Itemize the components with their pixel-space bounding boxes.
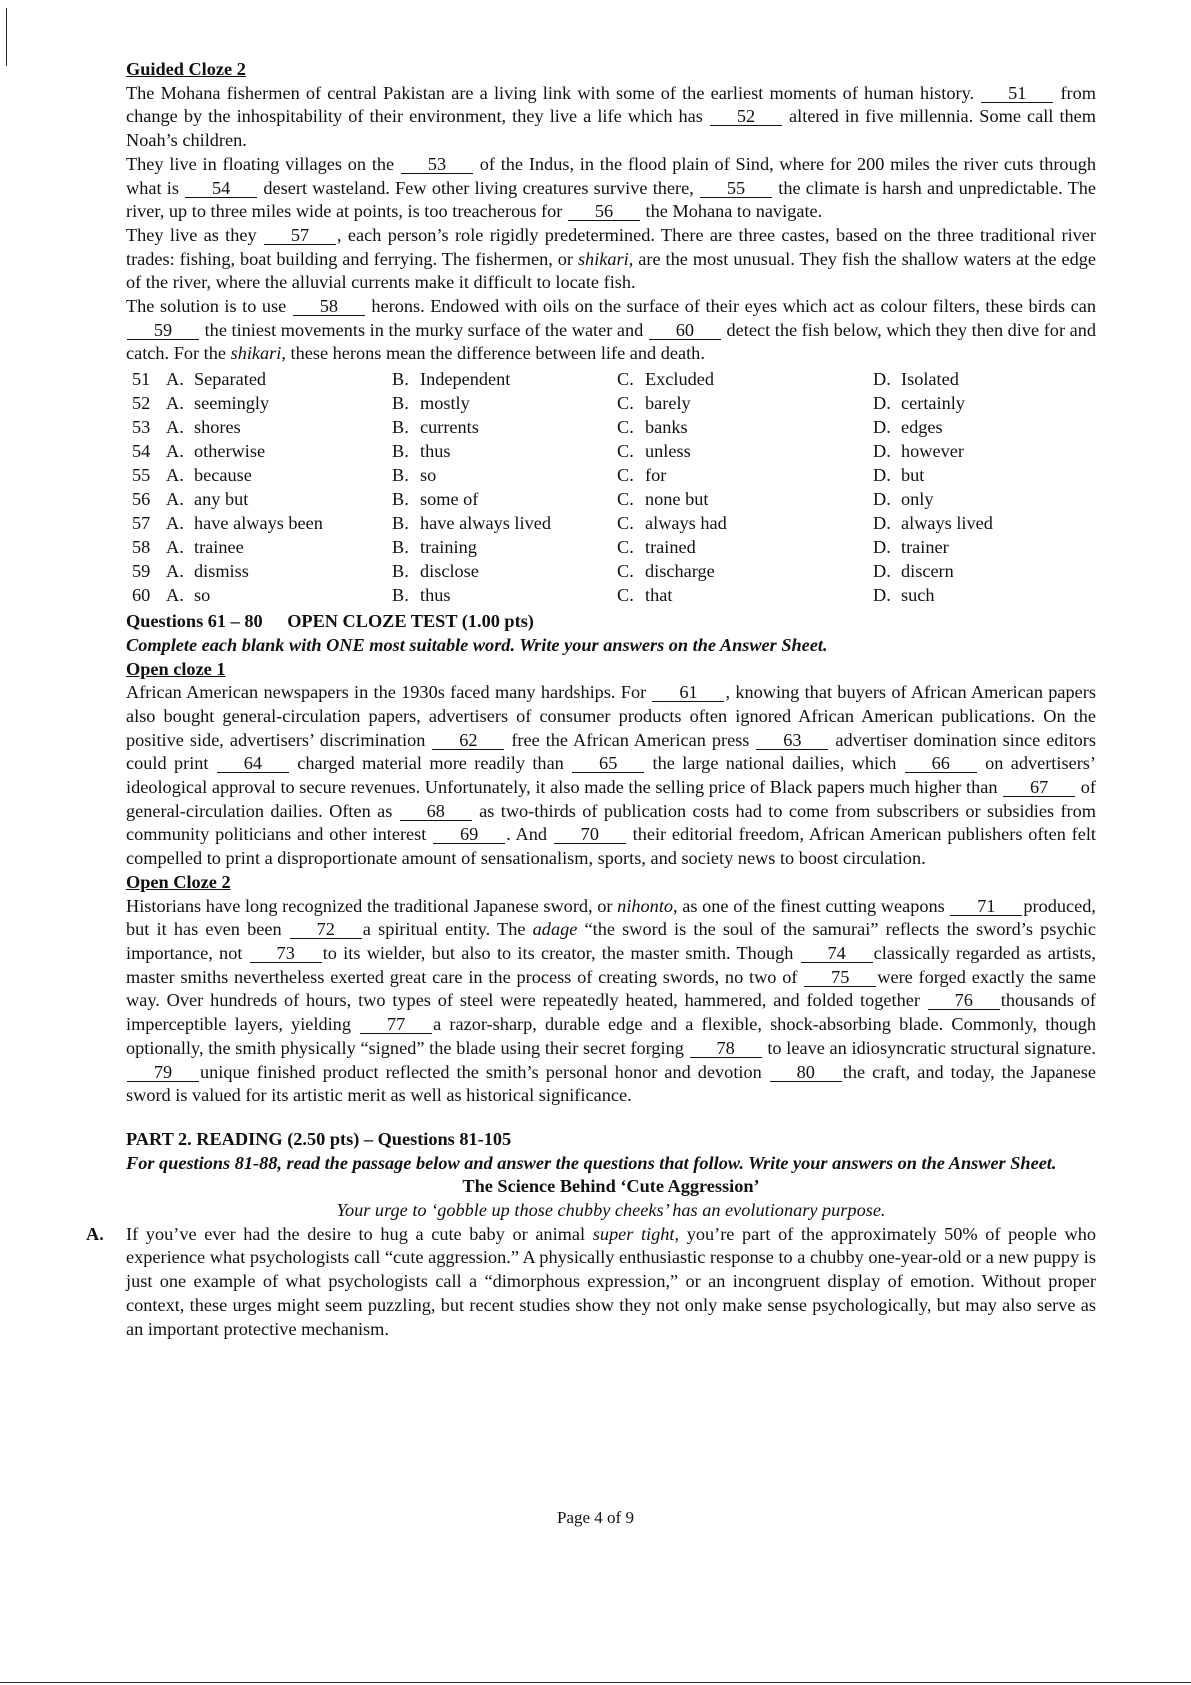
text: desert wasteland. Few other living creatures survive there, (263, 177, 694, 198)
option-letter: A. (166, 465, 184, 486)
question-number: 58 (132, 537, 151, 558)
text: produced, but it has even been (126, 895, 1096, 940)
option-c: none but (645, 489, 709, 510)
text: They live as they (126, 224, 257, 245)
open-cloze-2-paragraph (126, 895, 1096, 1108)
question-number: 54 (132, 441, 151, 462)
option-b: some of (420, 489, 479, 510)
option-d: but (901, 465, 925, 486)
option-a: shores (194, 417, 241, 438)
option-c: unless (645, 441, 691, 462)
blank-76: 76 (928, 992, 1000, 1010)
option-b: thus (420, 441, 451, 462)
guided-cloze-2-paragraph-4 (126, 295, 1096, 366)
blank-77: 77 (360, 1016, 432, 1034)
option-row-58 (132, 536, 993, 560)
article-subtitle: Your urge to ‘gobble up those chubby cheeks’ has an evolutionary purpose. (336, 1200, 886, 1221)
open-cloze-1-paragraph (126, 681, 1096, 871)
section-title: OPEN CLOZE TEST (1.00 pts) (287, 611, 534, 632)
option-row-53 (132, 416, 993, 440)
option-d: such (901, 585, 935, 606)
option-letter: D. (873, 585, 891, 606)
text: advertiser domination since editors could print (126, 729, 1096, 774)
option-letter: A. (166, 441, 184, 462)
text: on advertisers’ ideological approval to secure revenues. Unfortunately, it also made the selling price of Black papers much higher than (126, 753, 1096, 798)
option-d: only (901, 489, 934, 510)
blank-70: 70 (554, 826, 626, 844)
option-letter: C. (617, 417, 634, 438)
guided-cloze-2-paragraph-2 (126, 153, 1096, 224)
text: altered in five millennia. Some call them Noah’s children. (126, 106, 1097, 151)
text: The solution is to use (126, 296, 287, 317)
text: a spiritual entity. The (362, 919, 526, 940)
text: of general-circulation dailies. Often as (126, 777, 1096, 821)
open-cloze-section-header (126, 610, 1096, 634)
option-d: certainly (901, 393, 965, 414)
option-letter: D. (873, 465, 891, 486)
option-letter: D. (873, 513, 891, 534)
blank-80: 80 (770, 1064, 842, 1082)
option-c: for (645, 465, 667, 486)
option-letter: B. (392, 513, 409, 534)
question-number: 60 (132, 585, 151, 606)
option-a: dismiss (194, 561, 249, 582)
question-number: 57 (132, 513, 151, 534)
option-letter: B. (392, 393, 409, 414)
page-bottom-edge (0, 1682, 1191, 1683)
option-b: currents (420, 417, 479, 438)
option-letter: A. (166, 585, 184, 606)
option-a: seemingly (194, 393, 270, 414)
option-letter: D. (873, 537, 891, 558)
option-a: any but (194, 489, 249, 510)
option-letter: A. (166, 417, 184, 438)
text: , knowing that buyers of African American papers also bought general-circulation papers, advertisers of consumer products often ignored African American publications. On the positive side, advertisers’ discrimination (126, 682, 1096, 750)
text: as two-thirds of publication costs had to come from subscribers or subsidies from community politicians and other interest (126, 800, 1096, 845)
option-b: training (420, 537, 477, 558)
option-letter: B. (392, 369, 409, 390)
blank-56: 56 (568, 203, 640, 221)
option-row-59 (132, 560, 993, 584)
text: their editorial freedom, African American publishers often felt compelled to print a disproportionate amount of sensationalism, sports, and society news to boost circulation. (126, 824, 1096, 869)
italic-term: shikari (230, 343, 282, 364)
paragraph-a (86, 1223, 1096, 1342)
blank-57: 57 (264, 227, 336, 245)
italic-term: nihonto (617, 895, 674, 916)
option-c: banks (645, 417, 688, 438)
option-b: so (420, 465, 437, 486)
text: The Mohana fishermen of central Pakistan are a living link with some of the earliest moments of human history. (126, 82, 975, 103)
option-row-56 (132, 488, 993, 512)
question-number: 53 (132, 417, 151, 438)
guided-cloze-2-paragraph-1 (126, 82, 1096, 153)
guided-cloze-2-paragraph-3 (126, 224, 1096, 295)
text: from change by the inhospitability of their environment, they live a life which has (126, 82, 1096, 127)
part-2-instruction: For questions 81-88, read the passage below and answer the questions that follow. Write your answers on the Answer Sheet. (126, 1152, 1057, 1173)
text: They live in floating villages on the (126, 153, 395, 174)
text: unique finished product reflected the smith’s personal honor and devotion (200, 1061, 762, 1082)
text: , these herons mean the difference between life and death. (281, 343, 705, 364)
blank-62: 62 (432, 732, 504, 750)
blank-53: 53 (401, 156, 473, 174)
blank-67: 67 (1003, 779, 1075, 797)
paragraph-label: A. (86, 1223, 104, 1244)
question-number: 55 (132, 465, 151, 486)
option-letter: A. (166, 393, 184, 414)
blank-60: 60 (649, 322, 721, 340)
option-letter: C. (617, 441, 634, 462)
italic-term: shikari (577, 248, 629, 269)
option-letter: C. (617, 489, 634, 510)
blank-73: 73 (250, 945, 322, 963)
option-letter: B. (392, 561, 409, 582)
text: charged material more readily than (297, 753, 564, 774)
blank-74: 74 (801, 945, 873, 963)
option-row-55 (132, 464, 993, 488)
blank-63: 63 (756, 732, 828, 750)
option-d: discern (901, 561, 954, 582)
guided-cloze-2-heading: Guided Cloze 2 (126, 59, 246, 79)
blank-51: 51 (981, 85, 1053, 103)
option-letter: B. (392, 417, 409, 438)
text: the climate is harsh and unpredictable. The river, up to three miles wide at points, is too treacherous for (126, 177, 1096, 222)
option-letter: B. (392, 489, 409, 510)
option-b: thus (420, 585, 451, 606)
text: the tiniest movements in the murky surface of the water and (204, 319, 644, 340)
option-letter: A. (166, 513, 184, 534)
option-letter: D. (873, 441, 891, 462)
question-number: 59 (132, 561, 151, 582)
option-row-57 (132, 512, 993, 536)
blank-55: 55 (700, 180, 772, 198)
option-letter: B. (392, 537, 409, 558)
question-number: 51 (132, 369, 151, 390)
blank-65: 65 (572, 755, 644, 773)
blank-66: 66 (905, 755, 977, 773)
question-number: 52 (132, 393, 151, 414)
text: the craft, and today, the Japanese sword is valued for its artistic merit as well as historical significance. (126, 1061, 1096, 1106)
option-b: have always lived (420, 513, 551, 534)
option-d: edges (901, 417, 943, 438)
page-content (86, 58, 1097, 1341)
option-a: Separated (194, 369, 267, 390)
text: a razor-sharp, durable edge and a flexible, shock-absorbing blade. Commonly, though optionally, the smith physically “signed” the blade using their secret forging (126, 1014, 1096, 1058)
option-letter: C. (617, 369, 634, 390)
blank-54: 54 (185, 180, 257, 198)
option-letter: D. (873, 489, 891, 510)
option-c: always had (645, 513, 727, 534)
italic-term: adage (532, 919, 578, 940)
option-letter: C. (617, 585, 634, 606)
option-b: disclose (420, 561, 479, 582)
open-cloze-1-heading: Open cloze 1 (126, 658, 226, 679)
option-c: trained (645, 537, 696, 558)
blank-75: 75 (804, 969, 876, 987)
article-title: The Science Behind ‘Cute Aggression’ (462, 1176, 760, 1197)
option-d: Isolated (901, 369, 959, 390)
option-c: that (645, 585, 673, 606)
blank-78: 78 (690, 1040, 762, 1058)
text: free the African American press (511, 729, 750, 750)
option-letter: C. (617, 393, 634, 414)
text: If you’ve ever had the desire to hug a cute baby or animal (126, 1223, 586, 1244)
text: detect the fish below, which they then dive for and catch. For the (126, 319, 1097, 364)
text: thousands of imperceptible layers, yielding (126, 990, 1096, 1035)
option-letter: A. (166, 537, 184, 558)
option-d: trainer (901, 537, 949, 558)
option-letter: C. (617, 561, 634, 582)
text: classically regarded as artists, master smiths nevertheless exerted great care in the process of creating swords, no two of (126, 942, 1096, 987)
questions-range: Questions 61 – 80 (126, 611, 263, 632)
option-letter: B. (392, 585, 409, 606)
blank-79: 79 (127, 1064, 199, 1082)
option-letter: C. (617, 537, 634, 558)
text: the large national dailies, which (652, 753, 897, 774)
option-c: discharge (645, 561, 715, 582)
scan-edge-line (6, 8, 7, 66)
blank-72: 72 (290, 921, 362, 939)
text: of the Indus, in the flood plain of Sind, where for 200 miles the river cuts through what is (126, 153, 1096, 198)
text: the Mohana to navigate. (645, 201, 823, 222)
page-number: Page 4 of 9 (557, 1508, 634, 1527)
blank-64: 64 (217, 755, 289, 773)
option-a: otherwise (194, 441, 266, 462)
text: . And (506, 824, 548, 845)
text: were forged exactly the same way. Over hundreds of hours, two types of steel were repeatedly heated, hammered, and folded together (126, 966, 1096, 1011)
option-letter: B. (392, 465, 409, 486)
blank-68: 68 (400, 803, 472, 821)
option-d: always lived (901, 513, 993, 534)
option-row-54 (132, 440, 993, 464)
option-b: Independent (420, 369, 511, 390)
blank-61: 61 (652, 684, 724, 702)
option-letter: A. (166, 489, 184, 510)
part-2-heading: PART 2. READING (2.50 pts) – Questions 81-105 (126, 1128, 512, 1149)
text: , each person’s role rigidly predetermined. There are three castes, based on the three traditional river trades: fishing, boat building and ferrying. The fishermen, or (126, 224, 1096, 269)
option-c: barely (645, 393, 691, 414)
text: , as one of the finest cutting weapons (673, 895, 945, 916)
question-number: 56 (132, 489, 151, 510)
options-table (132, 368, 993, 608)
option-letter: D. (873, 393, 891, 414)
open-cloze-instruction: Complete each blank with ONE most suitable word. Write your answers on the Answer Sheet. (126, 634, 828, 655)
text: African American newspapers in the 1930s faced many hardships. For (126, 682, 647, 703)
option-letter: B. (392, 441, 409, 462)
option-row-51 (132, 368, 993, 392)
option-a: trainee (194, 537, 244, 558)
text: to leave an idiosyncratic structural signature. (767, 1037, 1096, 1058)
option-a: have always been (194, 513, 323, 534)
option-letter: C. (617, 465, 634, 486)
text: , are the most unusual. They fish the shallow waters at the edge of the river, where the alluvial currents make it difficult to locate fish. (126, 248, 1096, 293)
open-cloze-2-heading: Open Cloze 2 (126, 871, 231, 892)
option-a: because (194, 465, 252, 486)
text: Historians have long recognized the traditional Japanese sword, or (126, 895, 613, 916)
option-letter: D. (873, 369, 891, 390)
section-spacer (126, 1108, 1096, 1128)
blank-52: 52 (710, 108, 782, 126)
italic-emphasis: super tight, (592, 1223, 680, 1244)
option-a: so (194, 585, 211, 606)
blank-71: 71 (950, 898, 1022, 916)
option-letter: A. (166, 369, 184, 390)
option-letter: D. (873, 561, 891, 582)
text: you’re part of the approximately 50% of people who experience what psychologists call “cute aggression.” A physically enthusiastic response to a chubby one-year-old or a new puppy is just one example of what psychologists call a “dimorphous expression,” or an incongruent display of emotion. Without proper context, these urges might seem puzzling, but recent studies show they not only make sense psychologically, but may also serve as an important protective mechanism. (126, 1223, 1096, 1339)
option-row-52 (132, 392, 993, 416)
option-d: however (901, 441, 964, 462)
text: herons. Endowed with oils on the surface of their eyes which act as colour filters, these birds can (371, 296, 1097, 317)
option-letter: D. (873, 417, 891, 438)
option-row-60 (132, 584, 993, 608)
option-letter: A. (166, 561, 184, 582)
option-b: mostly (420, 393, 470, 414)
text: to its wielder, but also to its creator, the master smith. Though (322, 942, 794, 963)
blank-59: 59 (127, 322, 199, 340)
blank-69: 69 (433, 826, 505, 844)
blank-58: 58 (293, 298, 365, 316)
text: “the sword is the soul of the samurai” reflects the sword’s psychic importance, not (126, 919, 1096, 963)
option-c: Excluded (645, 369, 715, 390)
option-letter: C. (617, 513, 634, 534)
